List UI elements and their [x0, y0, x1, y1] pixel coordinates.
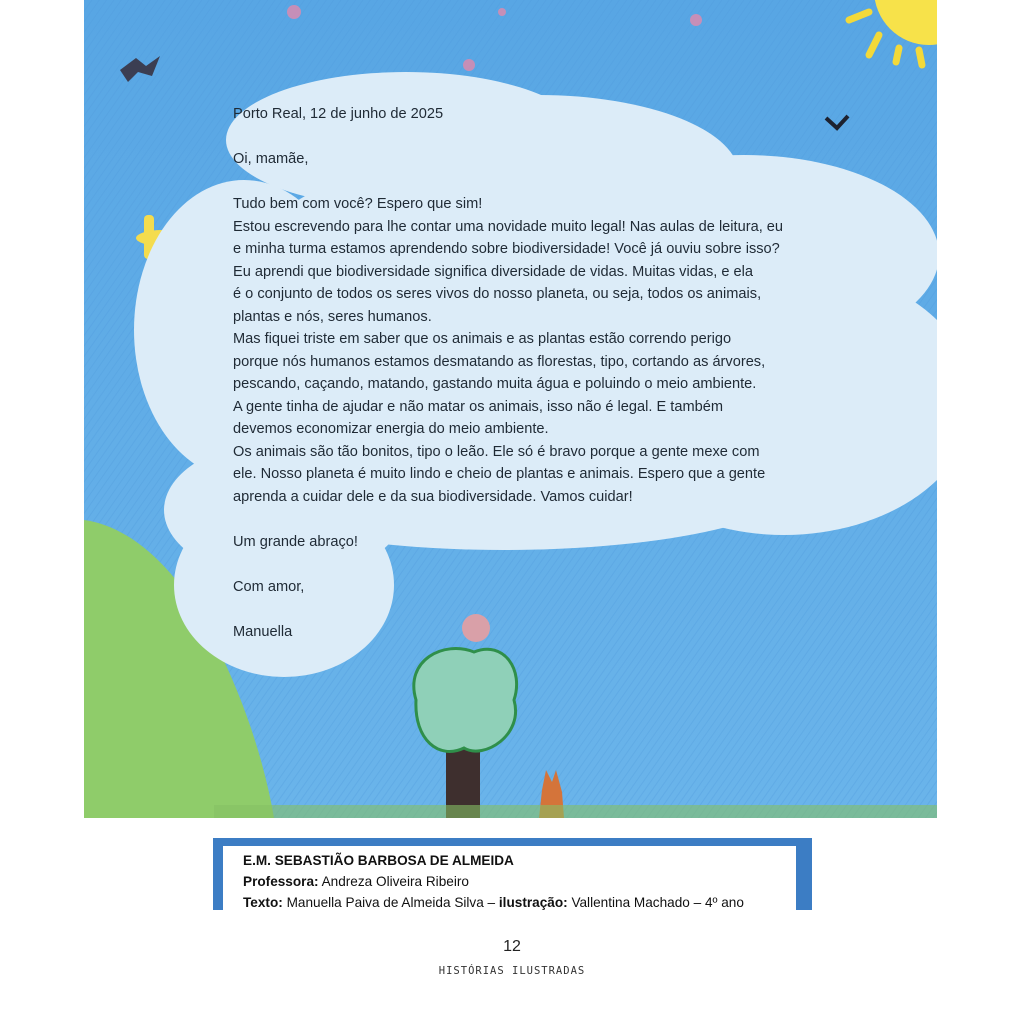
letter-line: pescando, caçando, matando, gastando muita água e poluindo o meio ambiente. — [233, 376, 757, 392]
illustrator-name: Vallentina Machado – 4º ano — [571, 895, 744, 910]
credits-box — [213, 838, 812, 910]
letter-closing: Com amor, — [233, 578, 305, 595]
school-name: E.M. SEBASTIÃO BARBOSA DE ALMEIDA — [243, 853, 514, 868]
teacher-label: Professora: — [243, 874, 319, 889]
letter-line: e minha turma estamos aprendendo sobre biodiversidade! Você já ouviu sobre isso? — [233, 241, 780, 257]
letter-line: Tudo bem com você? Espero que sim! — [233, 196, 483, 212]
letter-line: porque nós humanos estamos desmatando as florestas, tipo, cortando as árvores, — [233, 353, 766, 370]
page-number: 12 — [503, 938, 521, 955]
letter-line: é o conjunto de todos os seres vivos do nosso planeta, ou seja, todos os animais, — [233, 286, 762, 302]
letter-line: aprenda a cuidar dele e da sua biodiversidade. Vamos cuidar! — [233, 488, 633, 505]
letter-line: A gente tinha de ajudar e não matar os animais, isso não é legal. E também — [233, 398, 723, 415]
letter-line: devemos economizar energia do meio ambiente. — [233, 421, 549, 437]
letter-line: Mas fiquei triste em saber que os animais e as plantas estão correndo perigo — [233, 331, 732, 347]
authors-credit — [243, 892, 796, 913]
text-label: Texto: — [243, 895, 283, 910]
teacher-credit — [243, 871, 796, 892]
text-author: Manuella Paiva de Almeida Silva – — [286, 895, 496, 910]
letter-hug: Um grande abraço! — [233, 533, 358, 550]
letter-line: Estou escrevendo para lhe contar uma novidade muito legal! Nas aulas de leitura, eu — [233, 218, 784, 235]
teacher-name: Andreza Oliveira Ribeiro — [321, 874, 469, 889]
book-title: HISTÓRIAS ILUSTRADAS — [438, 965, 586, 977]
letter-place-date: Porto Real, 12 de junho de 2025 — [233, 106, 444, 122]
ground — [214, 805, 937, 818]
letter-text — [233, 103, 873, 643]
letter-signature: Manuella — [233, 623, 293, 640]
childs-drawing-illustration — [84, 0, 937, 818]
letter-line: ele. Nosso planeta é muito lindo e cheio de plantas e animais. Espero que a gente — [233, 466, 766, 482]
letter-line: Eu aprendi que biodiversidade significa diversidade de vidas. Muitas vidas, e ela — [233, 263, 754, 280]
letter-greeting: Oi, mamãe, — [233, 151, 309, 167]
letter-line: plantas e nós, seres humanos. — [233, 308, 432, 325]
credits-content — [223, 846, 796, 910]
letter-line: Os animais são tão bonitos, tipo o leão. Ele só é bravo porque a gente mexe com — [233, 443, 760, 460]
illustration-label: ilustração: — [498, 895, 568, 910]
